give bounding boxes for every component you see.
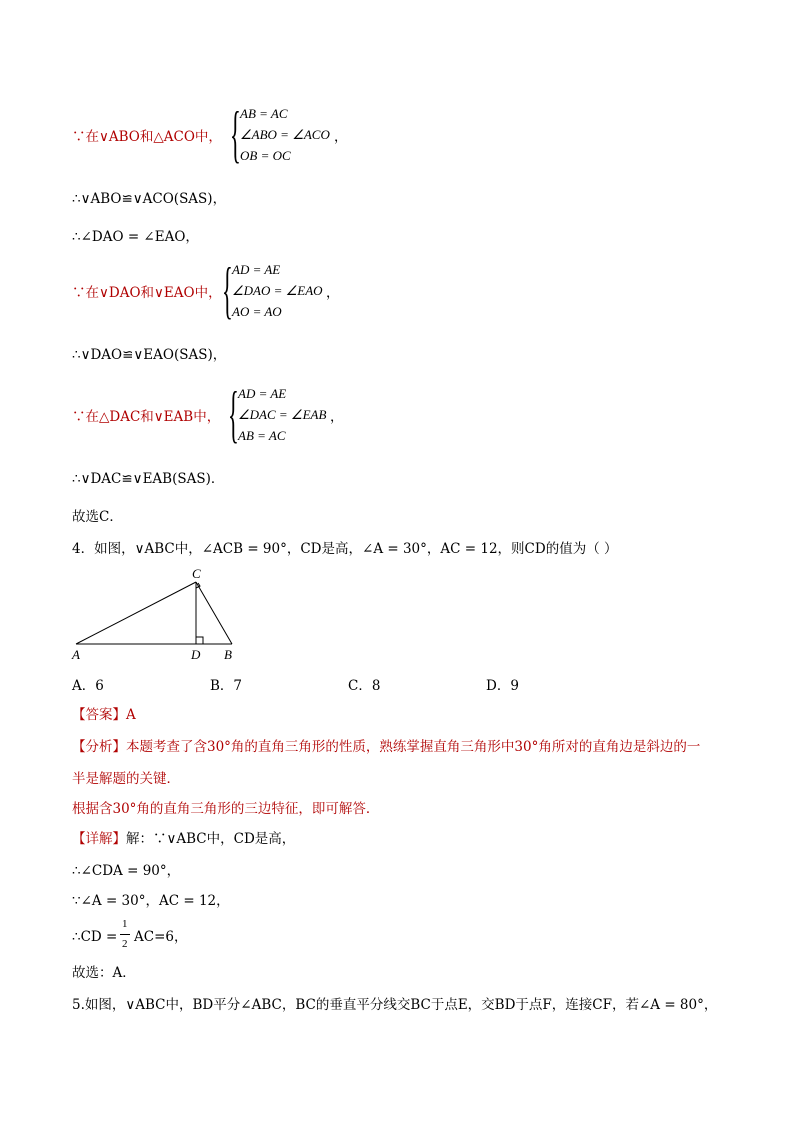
q4-fraction-bar — [120, 934, 130, 935]
block3-brace: { — [228, 378, 239, 449]
block3-eq2: ∠DAC = ∠EAB — [238, 407, 327, 422]
q4-detail-line — [72, 830, 295, 848]
q4-step3-pre: ∴CD = — [72, 929, 118, 945]
q4-step1: ∴∠CDA = 90°， — [72, 863, 181, 879]
block1-conclusion: ∴∨ABO≌∨ACO(SAS)， — [72, 191, 227, 207]
angle-equality-line: ∴∠DAO = ∠EAO， — [72, 229, 199, 245]
block1-eq2: ∠ABO = ∠ACO — [240, 127, 330, 142]
block3-eq3: AB = AC — [238, 428, 286, 443]
side-AC — [76, 582, 196, 644]
q4-stem: 4．如图，∨ABC中，∠ACB = 90°，CD是高，∠A = 30°，AC = 12，则CD的值为（ ） — [72, 541, 618, 557]
label-B: B — [224, 647, 232, 662]
block3-eq1: AD = AE — [238, 386, 287, 401]
q4-step2: ∵∠A = 30°，AC = 12， — [72, 893, 230, 909]
right-angle-mark-D — [196, 637, 203, 644]
block2-brace: { — [222, 254, 233, 325]
block1-eq3: OB = OC — [240, 148, 291, 163]
block3-conclusion: ∴∨DAC≌∨EAB(SAS)． — [72, 471, 225, 487]
block2-conclusion: ∴∨DAO≌∨EAO(SAS)， — [72, 347, 227, 363]
q4-analysis-line3: 根据含30°角的直角三角形的三边特征，即可解答． — [72, 801, 380, 817]
q4-choose: 故选：A． — [72, 965, 136, 981]
block3-tail: ， — [330, 409, 344, 425]
q4-detail-tag: 【详解】 — [72, 831, 126, 847]
q5-stem: 5.如图，∨ABC中，BD平分∠ABC，BC的垂直平分线交BC于点E，交BD于点F，连接CF，若∠A = 80°， — [72, 997, 718, 1013]
q4-step3-denominator: 2 — [122, 938, 128, 950]
q4-triangle-figure — [66, 564, 266, 664]
block1-brace: { — [230, 98, 241, 169]
q4-option-a: A．6 — [72, 678, 104, 694]
block1-intro: ∵在∨ABO和△ACO中， — [72, 129, 222, 145]
block1-tail: ， — [334, 129, 348, 145]
block3-intro: ∵在△DAC和∨EAB中， — [72, 409, 221, 425]
q4-step3-numerator: 1 — [122, 918, 128, 930]
q4-option-d: D．9 — [486, 678, 519, 694]
q4-option-b: B．7 — [210, 678, 243, 694]
q4-detail-text: 解：∵∨ABC中，CD是高， — [126, 831, 296, 847]
side-CB — [196, 582, 232, 644]
label-D: D — [191, 647, 201, 662]
q4-step3-post: AC=6， — [134, 929, 188, 945]
label-C: C — [192, 566, 201, 581]
block2-intro: ∵在∨DAO和∨EAO中， — [72, 285, 222, 301]
q4-analysis-line2: 半是解题的关键． — [72, 771, 180, 787]
block1-eq1: AB = AC — [240, 106, 288, 121]
choose-c-line: 故选C． — [72, 509, 123, 525]
label-A: A — [72, 647, 80, 662]
block2-tail: ， — [326, 285, 340, 301]
block2-eq3: AO = AO — [232, 304, 282, 319]
block2-eq2: ∠DAO = ∠EAO — [232, 283, 323, 298]
q4-analysis-line1: 【分析】本题考查了含30°角的直角三角形的性质，熟练掌握直角三角形中30°角所对的直角边是斜边的一 — [72, 739, 701, 755]
q4-option-c: C．8 — [348, 678, 381, 694]
q4-answer: 【答案】A — [72, 707, 136, 723]
block2-eq1: AD = AE — [232, 262, 281, 277]
